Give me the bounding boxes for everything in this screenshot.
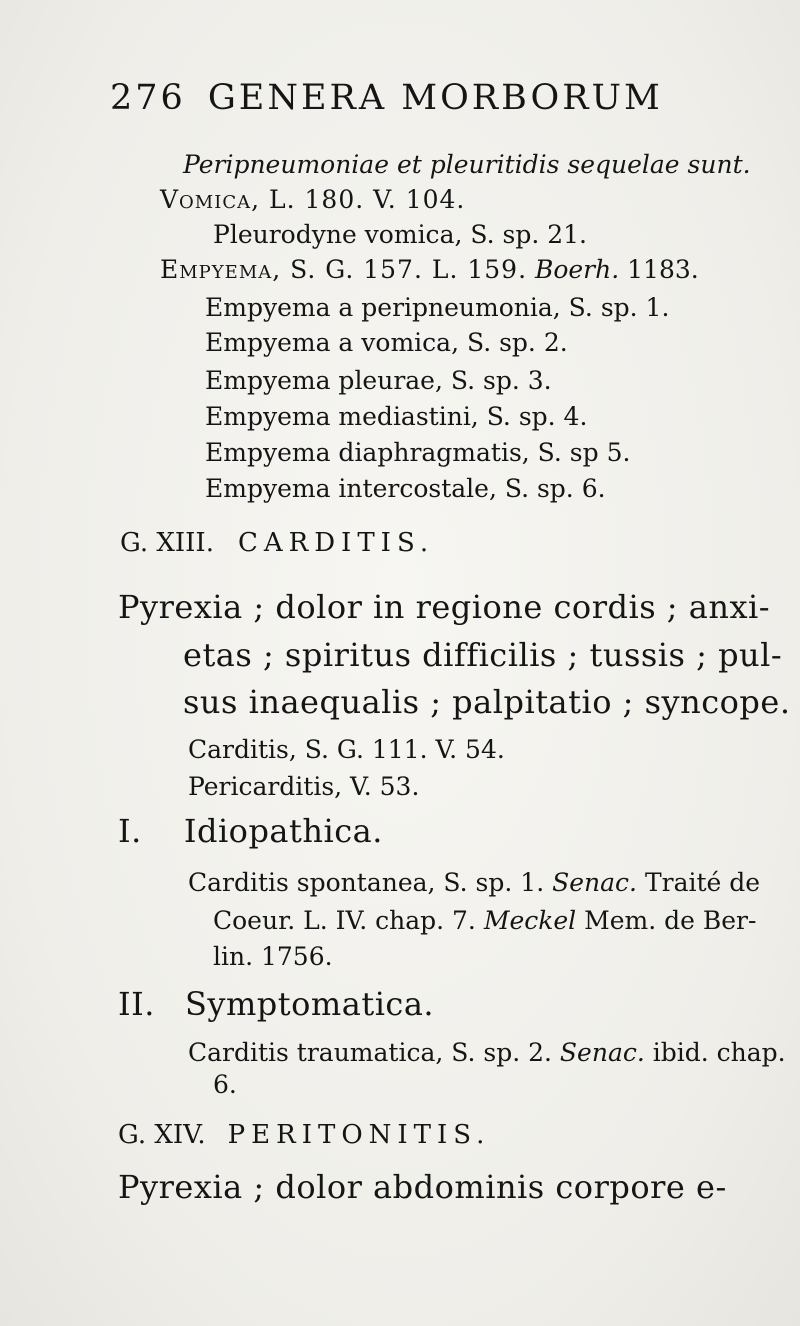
text-line: 6.: [213, 1070, 237, 1099]
text-line: Empyema, S. G. 157. L. 159. Boerh. 1183.: [160, 255, 699, 284]
text-line: Carditis, S. G. 111. V. 54.: [188, 735, 505, 764]
text-line: Pleurodyne vomica, S. sp. 21.: [213, 220, 587, 249]
text-line: Pyrexia ; dolor abdominis corpore e-: [118, 1168, 727, 1206]
text-line: Empyema intercostale, S. sp. 6.: [205, 474, 606, 503]
genus-heading: G. XIV. PERITONITIS.: [118, 1120, 491, 1150]
text-line: Empyema a vomica, S. sp. 2.: [205, 328, 568, 357]
text-line: Empyema a peripneumonia, S. sp. 1.: [205, 293, 670, 322]
text-line: Empyema diaphragmatis, S. sp 5.: [205, 438, 631, 467]
text-line: etas ; spiritus difficilis ; tussis ; pul-: [183, 636, 783, 674]
running-header: [110, 78, 663, 118]
text-line: Carditis traumatica, S. sp. 2. Senac. ibid. chap.: [188, 1038, 786, 1067]
text-line: Vomica, L. 180. V. 104.: [160, 185, 466, 214]
species-heading: I. Idiopathica.: [118, 812, 383, 850]
text-line: Pericarditis, V. 53.: [188, 772, 420, 801]
text-line: lin. 1756.: [213, 942, 333, 971]
page-number: 276: [110, 78, 186, 118]
text-line: Coeur. L. IV. chap. 7. Meckel Mem. de Ber-: [213, 906, 757, 935]
running-title: GENERA MORBORUM: [207, 78, 663, 118]
text-line: sus inaequalis ; palpitatio ; syncope.: [183, 683, 791, 721]
text-line: Empyema mediastini, S. sp. 4.: [205, 402, 588, 431]
text-line: Peripneumoniae et pleuritidis sequelae sunt.: [183, 150, 751, 179]
text-line: Empyema pleurae, S. sp. 3.: [205, 366, 552, 395]
species-heading: II. Symptomatica.: [118, 985, 435, 1023]
text-line: Pyrexia ; dolor in regione cordis ; anxi-: [118, 588, 771, 626]
text-line: Carditis spontanea, S. sp. 1. Senac. Traité de: [188, 868, 761, 897]
genus-heading: G. XIII. CARDITIS.: [120, 528, 435, 558]
